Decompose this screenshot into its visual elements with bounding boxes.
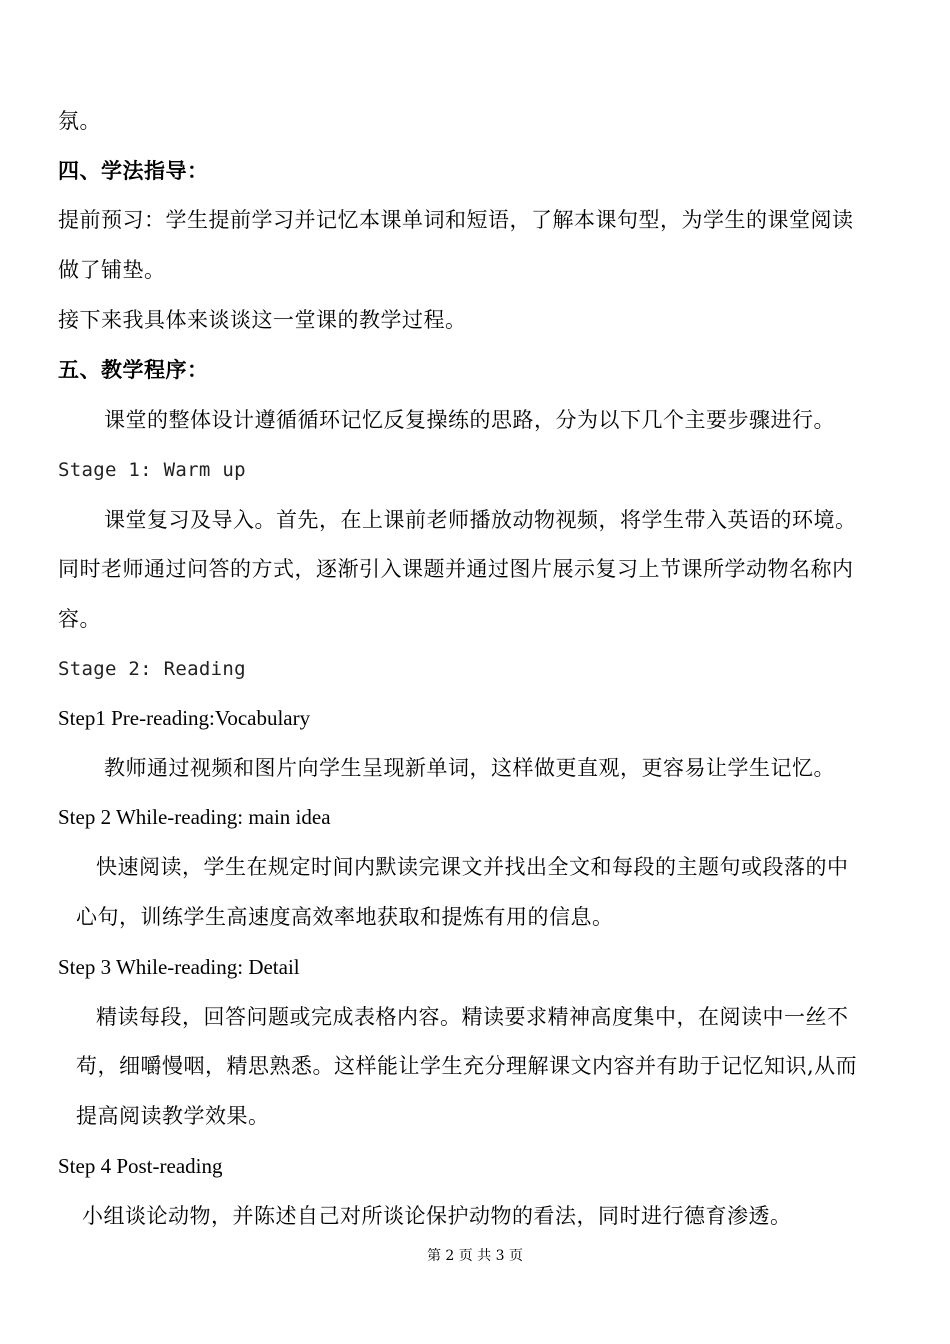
step-heading: Step1 Pre-reading:Vocabulary (58, 706, 311, 730)
paragraph-line: 接下来我具体来谈谈这一堂课的教学过程。 (58, 308, 467, 332)
text-line-continuation: 氛。 (58, 109, 101, 133)
section-heading-study-methods: 四、学法指导： (58, 158, 209, 183)
stage-heading: Stage 2: Reading (58, 658, 246, 680)
paragraph-line: 提高阅读教学效果。 (76, 1104, 270, 1128)
paragraph-line: 精读每段，回答问题或完成表格内容。精读要求精神高度集中，在阅读中一丝不 (96, 1005, 849, 1029)
paragraph-line: 提前预习：学生提前学习并记忆本课单词和短语，了解本课句型，为学生的课堂阅读 (58, 208, 854, 232)
paragraph-line: 小组谈论动物，并陈述自己对所谈论保护动物的看法，同时进行德育渗透。 (82, 1204, 792, 1228)
paragraph-line: 课堂复习及导入。首先，在上课前老师播放动物视频，将学生带入英语的环境。 (104, 508, 857, 532)
stage-heading: Stage 1: Warm up (58, 459, 246, 481)
step-heading: Step 2 While-reading: main idea (58, 805, 331, 829)
page-number-footer: 第 2 页 共 3 页 (426, 1248, 524, 1264)
paragraph-line: 苟，细嚼慢咽，精思熟悉。这样能让学生充分理解课文内容并有助于记忆知识,从而 (76, 1054, 858, 1078)
paragraph-line: 心句，训练学生高速度高效率地获取和提炼有用的信息。 (76, 905, 614, 929)
paragraph-line: 容。 (58, 607, 101, 631)
paragraph-line: 同时老师通过问答的方式，逐渐引入课题并通过图片展示复习上节课所学动物名称内 (58, 557, 854, 581)
section-heading-teaching-procedure: 五、教学程序： (58, 357, 209, 382)
paragraph-line: 快速阅读，学生在规定时间内默读完课文并找出全文和每段的主题句或段落的中 (96, 855, 849, 879)
step-heading: Step 3 While-reading: Detail (58, 955, 300, 979)
paragraph-line: 做了铺垫。 (58, 258, 166, 282)
step-heading: Step 4 Post-reading (58, 1154, 223, 1178)
paragraph-line: 课堂的整体设计遵循循环记忆反复操练的思路，分为以下几个主要步骤进行。 (104, 408, 835, 432)
paragraph-line: 教师通过视频和图片向学生呈现新单词，这样做更直观，更容易让学生记忆。 (104, 756, 835, 780)
